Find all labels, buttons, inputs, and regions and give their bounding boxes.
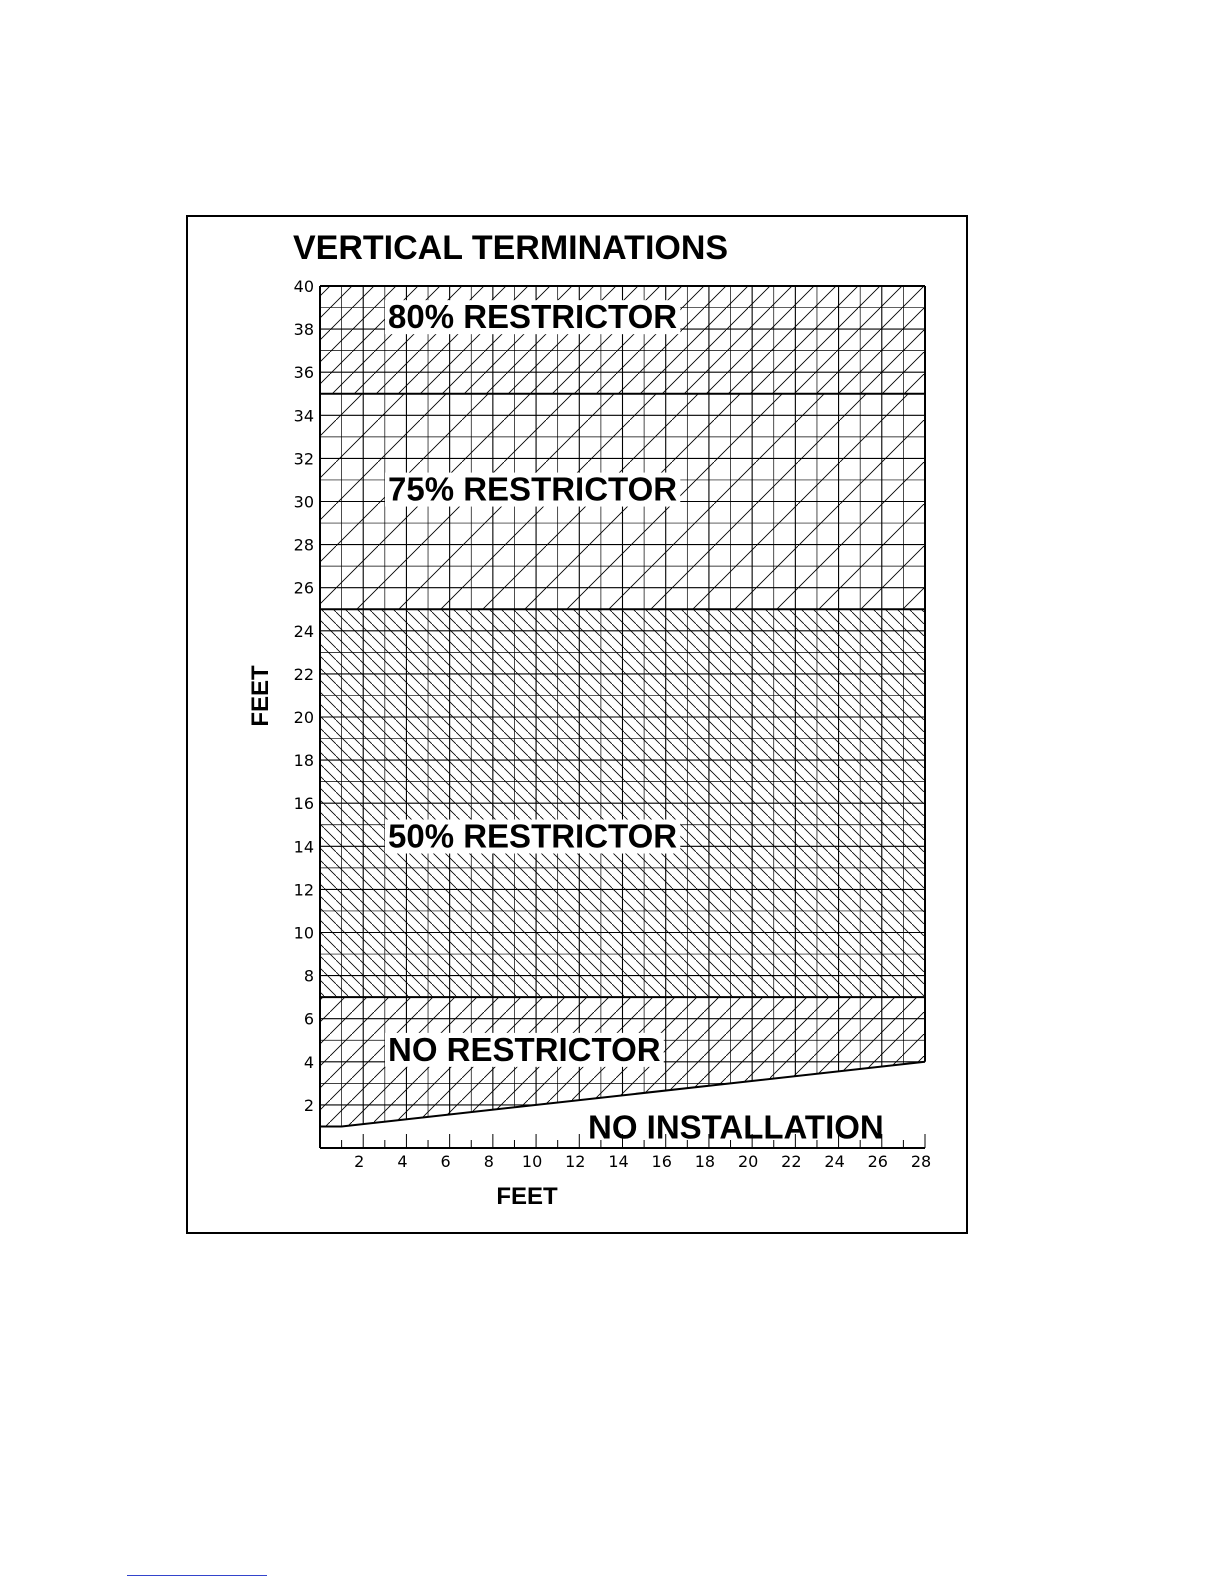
- y-tick-label: 40: [293, 277, 314, 296]
- region-label-0: 80% RESTRICTOR: [388, 298, 678, 336]
- y-tick-label: 34: [293, 406, 314, 426]
- y-tick-label: 28: [293, 535, 314, 555]
- x-tick-label: 8: [483, 1152, 494, 1171]
- y-tick-label: 32: [293, 449, 314, 469]
- y-tick-label: 26: [293, 578, 314, 598]
- y-tick-label: 10: [293, 923, 314, 943]
- y-tick-label: 16: [293, 794, 314, 814]
- y-tick-label: 20: [293, 708, 314, 727]
- y-axis-label: FEET: [247, 665, 274, 727]
- y-tick-label: 8: [303, 966, 314, 986]
- x-tick-label: 24: [824, 1152, 845, 1171]
- x-tick-label: 26: [867, 1152, 888, 1171]
- chart-title: VERTICAL TERMINATIONS: [293, 229, 729, 267]
- x-tick-label: 14: [608, 1152, 629, 1171]
- region-label-1: 75% RESTRICTOR: [388, 470, 678, 508]
- y-tick-label: 2: [303, 1095, 314, 1115]
- x-tick-label: 28: [910, 1152, 932, 1171]
- y-tick-label: 24: [293, 621, 314, 641]
- x-tick-label: 20: [737, 1152, 759, 1171]
- y-tick-label: 22: [293, 664, 314, 684]
- footer-link-underline: [127, 1575, 267, 1576]
- y-tick-label: 36: [293, 363, 314, 383]
- grid-layer: [320, 286, 925, 1148]
- x-tick-label: 10: [521, 1152, 543, 1171]
- x-tick-label: 2: [354, 1152, 365, 1171]
- x-tick-label: 22: [781, 1152, 802, 1171]
- x-tick-label: 16: [651, 1152, 672, 1171]
- region-label-4: NO INSTALLATION: [588, 1108, 884, 1146]
- region-label-2: 50% RESTRICTOR: [388, 817, 678, 855]
- y-tick-label: 4: [303, 1052, 314, 1072]
- y-tick-label: 38: [293, 320, 314, 340]
- x-axis-label: FEET: [496, 1183, 558, 1210]
- y-tick-label: 14: [293, 837, 314, 857]
- x-tick-label: 12: [565, 1152, 586, 1171]
- x-tick-label: 18: [694, 1152, 716, 1171]
- y-tick-label: 6: [303, 1009, 314, 1029]
- y-tick-label: 18: [293, 751, 314, 771]
- region-label-3: NO RESTRICTOR: [388, 1030, 661, 1068]
- y-axis-ticks: [294, 277, 314, 1115]
- y-tick-label: 12: [293, 880, 314, 900]
- x-axis-ticks: [354, 1152, 931, 1171]
- y-tick-label: 30: [293, 492, 314, 512]
- x-tick-label: 4: [397, 1152, 408, 1171]
- x-tick-label: 6: [440, 1152, 451, 1171]
